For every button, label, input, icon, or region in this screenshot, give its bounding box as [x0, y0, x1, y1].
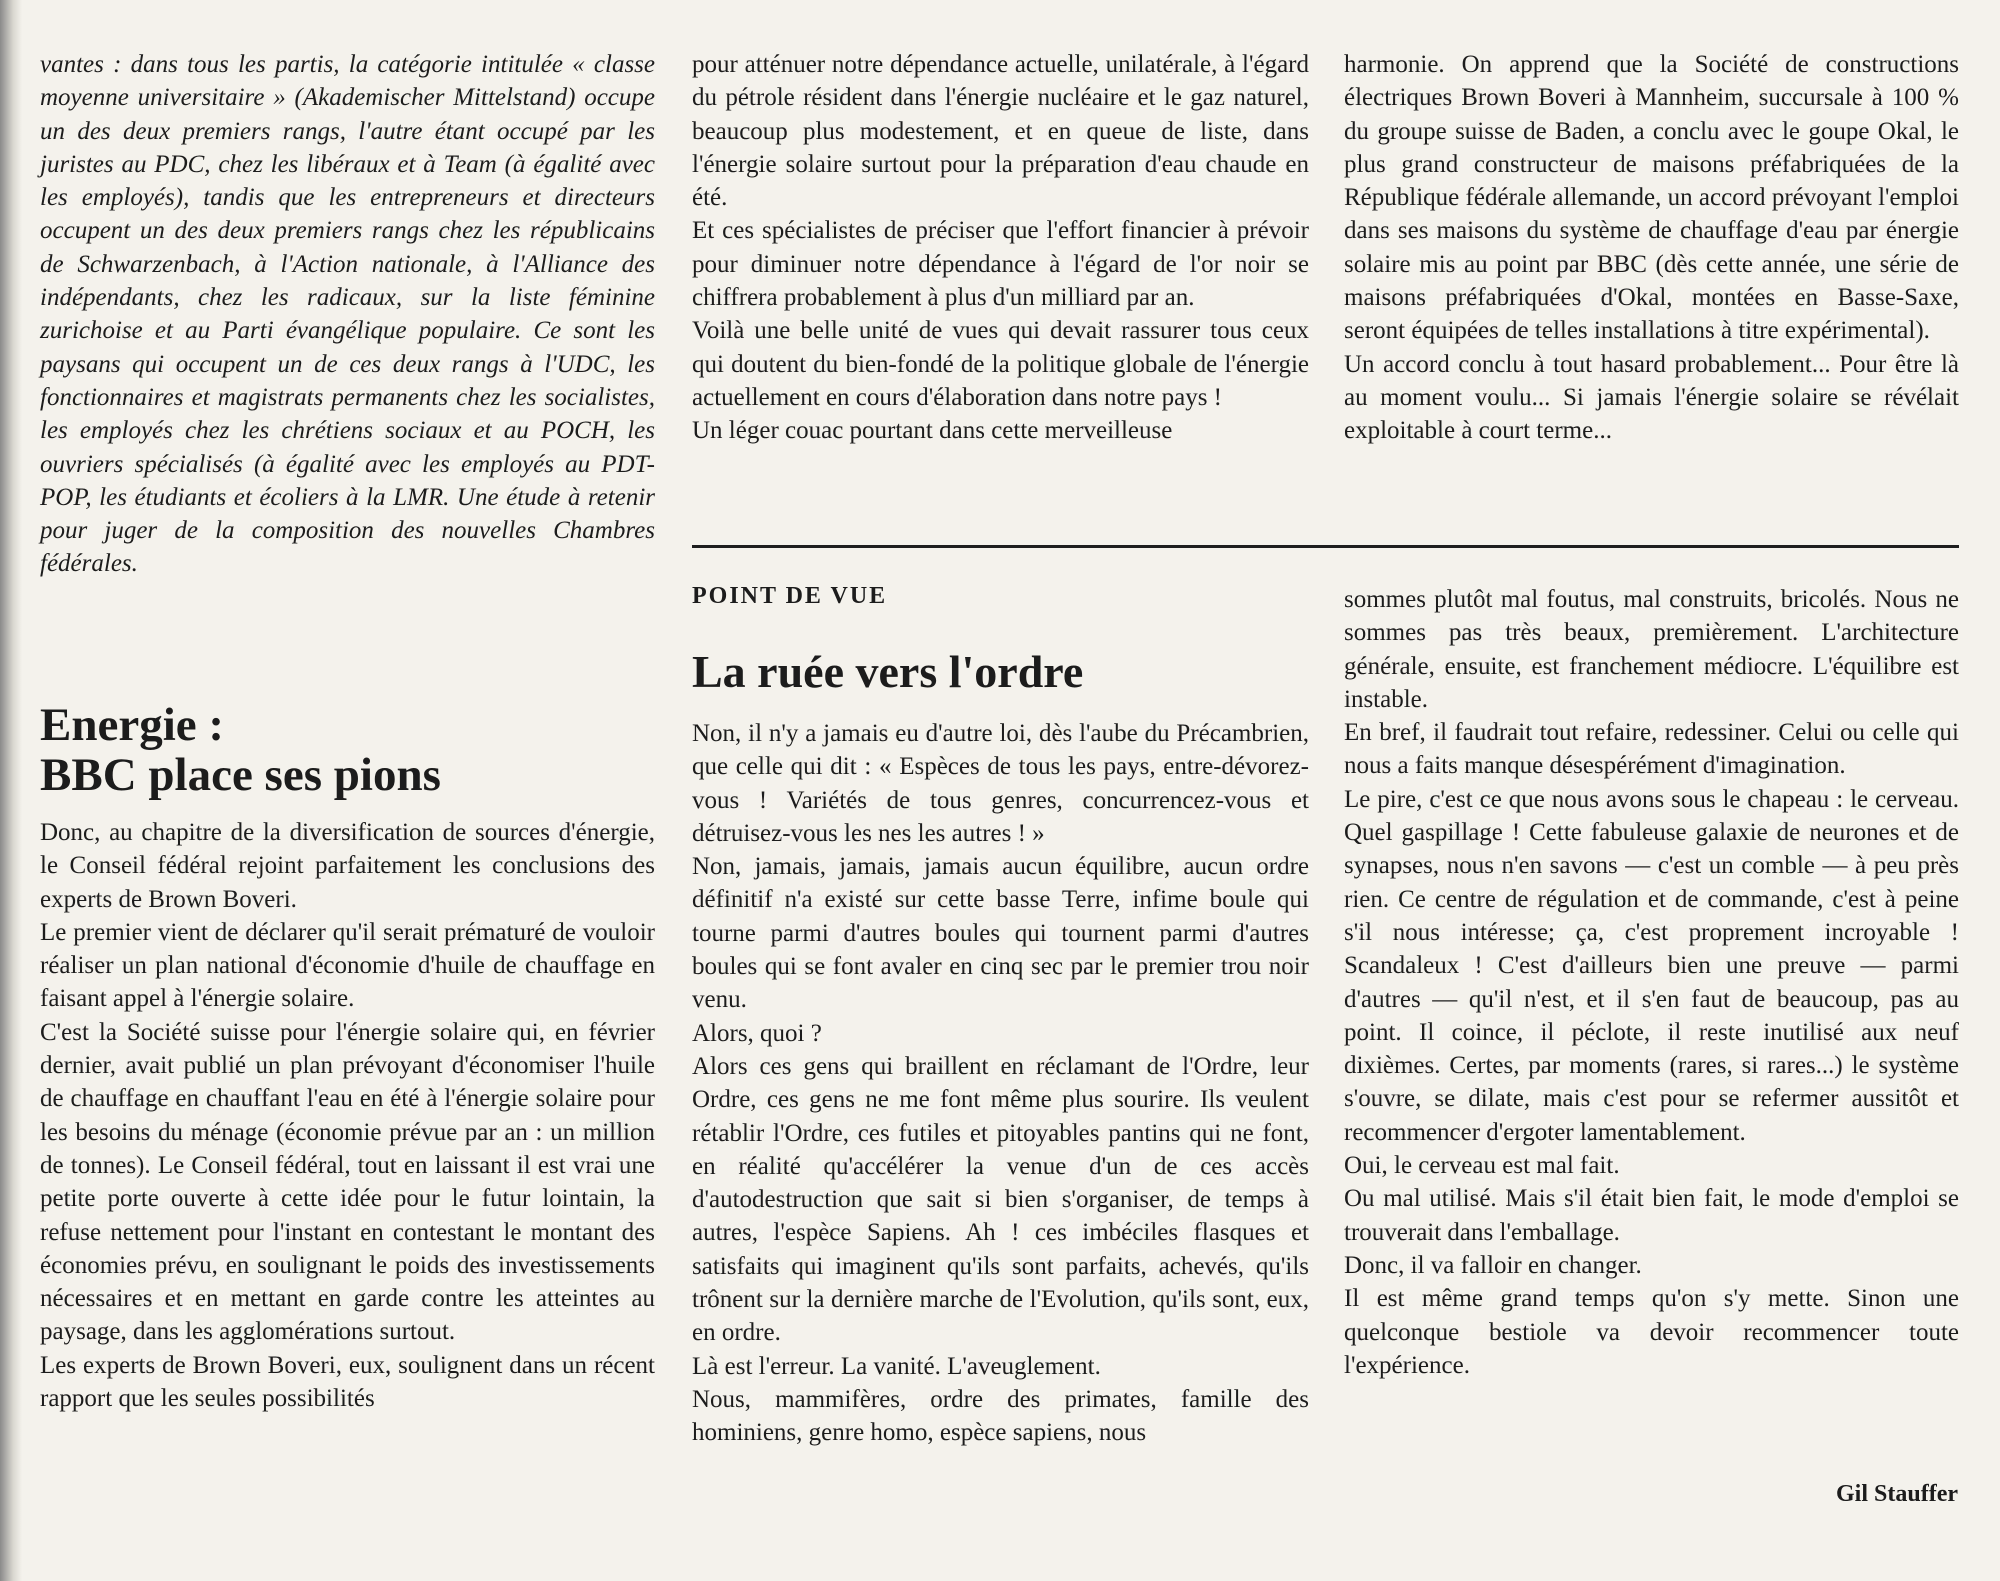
- paragraph: harmonie. On apprend que la Société de constructions électriques Brown Boveri à Mannheim, succursale à 100 % du groupe suisse de Baden, a conclu avec le goupe Okal, le plus grand constructeur de maisons préfabriquées de la République fédérale allemande, un accord prévoyant l'emploi dans ses maisons du système de chauffage d'eau par énergie solaire mis au point par BBC (dès cette année, une série de maisons préfabriquées d'Okal, montées en Basse-Saxe, seront équipées de telles installations à titre expérimental).: [1344, 51, 1959, 345]
- paragraph: Voilà une belle unité de vues qui devait rassurer tous ceux qui doutent du bien-fondé de la politique globale de l'énergie actuellement en cours d'élaboration dans notre pays !: [692, 317, 1309, 411]
- paragraph: Un léger couac pourtant dans cette merveilleuse: [692, 417, 1173, 445]
- paragraph: En bref, il faudrait tout refaire, redessiner. Celui ou celle qui nous a faits manque désespérément d'imagination.: [1344, 719, 1959, 780]
- paragraph: vantes : dans tous les partis, la catégorie intitulée « classe moyenne universitaire » (Akademischer Mittelstand) occupe un des deux premiers rangs, l'autre étant occupé par les juristes au PDC, chez les libéraux et à Team (à égalité avec les employés), tandis que les entrepreneurs et directeurs occupent un des deux premiers rangs chez les républicains de Schwarzenbach, à l'Action nationale, à l'Alliance des indépendants, chez les radicaux, sur la liste féminine zurichoise et au Parti évangélique populaire. Ce sont les paysans qui occupent un de ces deux rangs à l'UDC, les fonctionnaires et magistrats permanents chez les socialistes, les employés chez les chrétiens sociaux et au POCH, les ouvriers spécialisés (à égalité avec les employés au PDT-POP, les étudiants et écoliers à la LMR. Une étude à retenir pour juger de la composition des nouvelles Chambres fédérales.: [40, 51, 655, 578]
- paragraph: Donc, au chapitre de la diversification de sources d'énergie, le Conseil fédéral rejoint parfaitement les conclusions des experts de Brown Boveri.: [40, 819, 655, 913]
- paragraph: Le pire, c'est ce que nous avons sous le chapeau : le cerveau. Quel gaspillage ! Cette fabuleuse galaxie de neurones et de synapses, nous n'en savons — c'est un comble — à peu près rien. Ce centre de régulation et de commande, c'est à peine s'il nous intéresse; ça, c'est proprement incroyable ! Scandaleux ! C'est d'ailleurs bien une preuve — parmi d'autres — qu'il n'est, et il s'en faut de beaucoup, pas au point. Il coince, il péclote, il reste inutilisé aux neuf dixièmes. Certes, par moments (rares, si rares...) le système s'ouvre, se dilate, mais c'est pour se refermer aussitôt et recommencer d'ergoter lamentablement.: [1344, 785, 1959, 1146]
- paragraph: Le premier vient de déclarer qu'il serait prématuré de vouloir réaliser un plan national d'économie d'huile de chauffage en faisant appel à l'énergie solaire.: [40, 918, 655, 1013]
- energie-headline: [40, 700, 655, 800]
- paragraph: Alors ces gens qui braillent en réclamant de l'Ordre, leur Ordre, ces gens ne me font même plus sourire. Ils veulent rétablir l'Ordre, ces futiles et pitoyables pantins qui ne font, en réalité qu'accélérer la venue d'un de ces accès d'autodestruction que sait si bien s'organiser, de temps à autres, l'espèce Sapiens. Ah ! ces imbéciles flasques et satisfaits qui imaginent qu'ils sont parfaits, achevés, qu'ils trônent sur la dernière marche de l'Evolution, qu'ils sont, eux, en ordre.: [692, 1052, 1309, 1347]
- paragraph: Un accord conclu à tout hasard probablement... Pour être là au moment voulu... Si jamais l'énergie solaire se révélait exploitable à court terme...: [1344, 350, 1959, 445]
- paragraph: Non, il n'y a jamais eu d'autre loi, dès l'aube du Précambrien, que celle qui dit : « Espèces de tous les pays, entre-dévorez-vous ! Variétés de tous genres, concurrencez-vous et détruisez-vous les nes les autres ! »: [692, 720, 1309, 847]
- paragraph: Oui, le cerveau est mal fait.: [1344, 1152, 1620, 1180]
- headline-line: BBC place ses pions: [40, 749, 441, 801]
- paragraph: Alors, quoi ?: [692, 1019, 822, 1047]
- col1-continuation: [40, 48, 655, 581]
- author-signature: Gil Stauffer: [1836, 1481, 1958, 1507]
- paragraph: Là est l'erreur. La vanité. L'aveuglement.: [692, 1352, 1101, 1380]
- paragraph: Et ces spécialistes de préciser que l'effort financier à prévoir pour diminuer notre dépendance à l'égard de l'or noir se chiffrera probablement à plus d'un milliard par an.: [692, 217, 1309, 312]
- paragraph: Donc, il va falloir en changer.: [1344, 1251, 1642, 1279]
- scan-edge-shadow: [0, 0, 22, 1581]
- paragraph: Non, jamais, jamais, jamais aucun équilibre, aucun ordre définitif n'a existé sur cette basse Terre, infime boule qui tourne parmi d'autres boules qui tournent parmi d'autres boules qui se font avaler en cinq sec par le premier trou noir venu.: [692, 853, 1309, 1014]
- paragraph: Il est même grand temps qu'on s'y mette. Sinon une quelconque bestiole va devoir recommencer toute l'expérience.: [1344, 1285, 1959, 1379]
- point-de-vue-body-col2: [692, 717, 1309, 1450]
- point-de-vue-headline: La ruée vers l'ordre: [692, 646, 1084, 697]
- point-de-vue-body-col3: [1344, 583, 1959, 1382]
- paragraph: pour atténuer notre dépendance actuelle, unilatérale, à l'égard du pétrole résident dans l'énergie nucléaire et le gaz naturel, beaucoup plus modestement, et en queue de liste, dans l'énergie solaire surtout pour la préparation d'eau chaude en été.: [692, 51, 1309, 212]
- section-kicker: POINT DE VUE: [692, 583, 888, 609]
- paragraph: Ou mal utilisé. Mais s'il était bien fait, le mode d'emploi se trouverait dans l'emballage.: [1344, 1185, 1959, 1246]
- paragraph: Nous, mammifères, ordre des primates, famille des hominiens, genre homo, espèce sapiens, nous: [692, 1385, 1309, 1447]
- section-divider: [692, 545, 1959, 548]
- paragraph: C'est la Société suisse pour l'énergie solaire qui, en février dernier, avait publié un plan prévoyant d'économiser l'huile de chauffage en chauffant l'eau en été à l'énergie solaire pour les besoins du ménage (économie prévue par an : un million de tonnes). Le Conseil fédéral, tout en laissant il est vrai une petite porte ouverte à cette idée pour le futur lointain, la refuse nettement pour l'instant en contestant le montant des économies prévu, en soulignant le poids des investissements nécessaires et en mettant en garde contre les atteintes au paysage, dans les agglomérations surtout.: [40, 1018, 655, 1346]
- col3-continuation: [1344, 48, 1959, 448]
- headline-line: Energie :: [40, 699, 225, 751]
- energie-article-body: [40, 816, 655, 1415]
- paragraph: sommes plutôt mal foutus, mal construits, bricolés. Nous ne sommes pas très beaux, premièrement. L'architecture générale, ensuite, est franchement médiocre. L'équilibre est instable.: [1344, 586, 1959, 713]
- paragraph: Les experts de Brown Boveri, eux, soulignent dans un récent rapport que les seules possibilités: [40, 1351, 655, 1413]
- col2-continuation: [692, 48, 1309, 448]
